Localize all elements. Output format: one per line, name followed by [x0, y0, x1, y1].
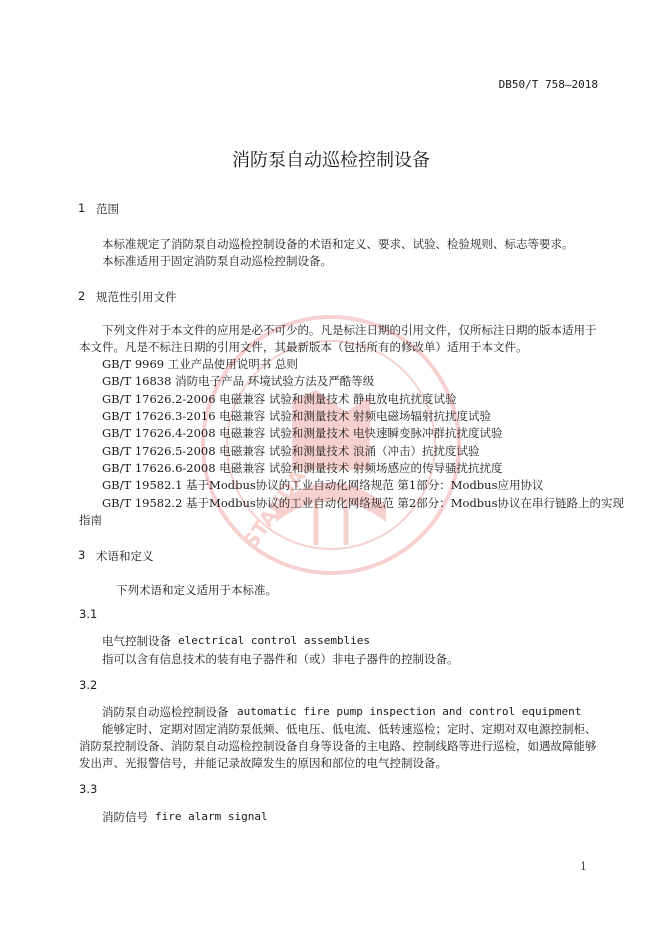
term-3-3-name-zh: 消防信号	[102, 810, 148, 824]
svg-text:STANDARDS: STANDARDS	[238, 426, 337, 553]
term-3-3-number: 3.3	[79, 782, 98, 796]
term-3-1-name-en: electrical control assemblies	[178, 634, 371, 647]
section-1-line-2: 本标准适用于固定消防泵自动巡检控制设备。	[102, 254, 332, 268]
reference-item: GB/T 17626.3-2016 电磁兼容 试验和测量技术 射频电磁场辐射抗扰度试验	[102, 409, 492, 423]
page-number: 1	[580, 860, 587, 873]
reference-item: GB/T 16838 消防电子产品 环境试验方法及严酷等级	[102, 374, 375, 388]
section-2-number: 2	[78, 289, 86, 303]
term-3-1-definition: 指可以含有信息技术的装有电子器件和（或）非电子器件的控制设备。	[102, 652, 459, 666]
reference-item-wrap: 指南	[79, 513, 102, 527]
term-3-2-definition-line: 发出声、光报警信号，并能记录故障发生的原因和部位的电气控制设备。	[79, 756, 447, 770]
term-3-1-number: 3.1	[79, 607, 98, 621]
section-2-intro-line-2: 本文件。凡是不标注日期的引用文件，其最新版本（包括所有的修改单）适用于本文件。	[79, 340, 528, 354]
section-3-intro: 下列术语和定义适用于本标准。	[116, 583, 277, 597]
standard-number: DB50/T 758—2018	[498, 78, 598, 91]
section-1-line-1: 本标准规定了消防泵自动巡检控制设备的术语和定义、要求、试验、检验规则、标志等要求。	[102, 237, 574, 251]
reference-item: GB/T 17626.2-2006 电磁兼容 试验和测量技术 静电放电抗扰度试验	[102, 392, 457, 406]
section-1-heading: 范围	[96, 202, 119, 216]
reference-item: GB/T 9969 工业产品使用说明书 总则	[102, 357, 298, 371]
reference-item: GB/T 17626.4-2008 电磁兼容 试验和测量技术 电快速瞬变脉冲群抗扰度试验	[102, 426, 503, 440]
section-2-heading: 规范性引用文件	[96, 290, 177, 304]
reference-item: GB/T 19582.1 基于Modbus协议的工业自动化网络规范 第1部分：Modbus应用协议	[102, 478, 544, 492]
term-3-2-name-zh: 消防泵自动巡检控制设备	[102, 705, 229, 719]
term-3-2-definition-line: 消防泵控制设备、消防泵自动巡检控制设备自身等设备的主电路、控制线路等进行巡检，如遇故障能够	[79, 739, 597, 753]
document-title: 消防泵自动巡检控制设备	[232, 150, 430, 171]
section-3-number: 3	[78, 548, 86, 562]
reference-item: GB/T 17626.6-2008 电磁兼容 试验和测量技术 射频场感应的传导骚扰抗扰度	[102, 461, 503, 475]
term-3-2-name-en: automatic fire pump inspection and control equipment	[237, 705, 582, 718]
term-3-2-number: 3.2	[79, 678, 98, 692]
term-3-1-name-zh: 电气控制设备	[102, 634, 171, 648]
reference-item: GB/T 17626.5-2008 电磁兼容 试验和测量技术 浪涌（冲击）抗扰度试验	[102, 444, 480, 458]
section-1-number: 1	[78, 201, 86, 215]
section-3-heading: 术语和定义	[96, 549, 154, 563]
section-2-intro-line-1: 下列文件对于本文件的应用是必不可少的。凡是标注日期的引用文件，仅所标注日期的版本适用于	[102, 323, 597, 337]
term-3-2-definition-line: 能够定时、定期对固定消防泵低频、低电压、低电流、低转速巡检；定时、定期对双电源控制柜、	[102, 722, 597, 736]
term-3-3-name-en: fire alarm signal	[155, 810, 268, 823]
reference-item: GB/T 19582.2 基于Modbus协议的工业自动化网络规范 第2部分：Modbus协议在串行链路上的实现	[102, 496, 624, 510]
